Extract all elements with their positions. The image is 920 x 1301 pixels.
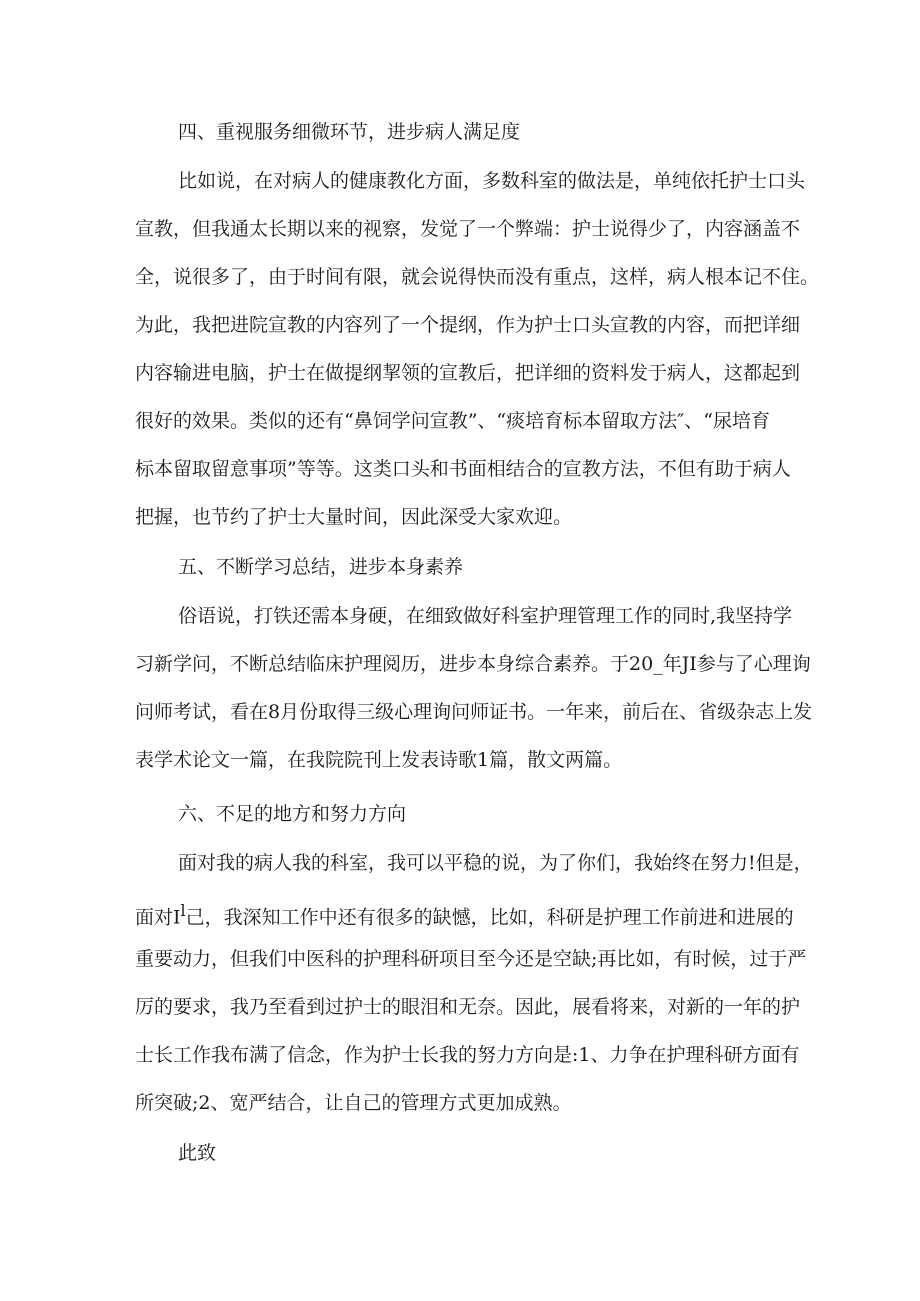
paragraph-line: 厉的要求，我乃至看到过护士的眼泪和无奈。因此，展看将来，对新的一年的护 bbox=[135, 996, 801, 1018]
paragraph-line: 为此，我把进院宣教的内容列了一个提纲，作为护士口头宣教的内容，而把详细 bbox=[135, 314, 801, 336]
paragraph-line: 全，说很多了，由于时间有限，就会说得快而没有重点，这样，病人根本记不住。 bbox=[135, 266, 820, 288]
paragraph-line: 面对我的病人我的科室，我可以平稳的说，为了你们，我始终在努力!但是， bbox=[178, 852, 813, 874]
paragraph-line: 俗语说，打铁还需本身硬，在细致做好科室护理管理工作的同时,我坚持学 bbox=[178, 605, 793, 627]
closing-salutation: 此致 bbox=[178, 1142, 217, 1164]
paragraph-line: 表学术论文一篇，在我院院刊上发表诗歌1篇，散文两篇。 bbox=[135, 749, 623, 771]
paragraph-line: 宣教，但我通太长期以来的视察，发觉了一个弊端：护士说得少了，内容涵盖不 bbox=[135, 218, 801, 240]
paragraph-line: 重要动力，但我们中医科的护理科研项目至今还是空缺;再比如，有时候，过于严 bbox=[135, 948, 807, 970]
paragraph-line: 内容输进电脑，护士在做提纲挈领的宣教后，把详细的资料发于病人，这都起到 bbox=[135, 362, 801, 384]
paragraph-line: 把握，也节约了护士大量时间，因此深受大家欢迎。 bbox=[135, 506, 573, 528]
paragraph-line: 所突破;2、宽严结合，让自己的管理方式更加成熟。 bbox=[135, 1092, 572, 1114]
paragraph-line: 问师考试，看在8月份取得三级心理询问师证书。一年来，前后在、省级杂志上发 bbox=[135, 701, 813, 723]
section-heading-5: 五、不断学习总结，进步本身素养 bbox=[178, 556, 464, 578]
paragraph-line: 标本留取留意事项”等等。这类口头和书面相结合的宣教方法，不但有助于病人 bbox=[135, 458, 791, 480]
section-heading-4: 四、重视服务细微环节，进步病人满足度 bbox=[178, 121, 521, 143]
paragraph-line: 比如说，在对病人的健康教化方面，多数科室的做法是，单纯依托护士口头 bbox=[178, 170, 806, 192]
paragraph-line: 很好的效果。类似的还有“鼻饲学问宣教”、“痰培育标本留取方法″、“尿培育 bbox=[135, 410, 770, 432]
paragraph-line: 士长工作我布满了信念，作为护士长我的努力方向是:1、力争在护理科研方面有 bbox=[135, 1044, 800, 1066]
section-heading-6: 六、不足的地方和努力方向 bbox=[178, 803, 407, 825]
paragraph-line: 面对$I^l$己，我深知工作中还有很多的缺憾，比如，科研是护理工作前进和进展的 bbox=[135, 901, 794, 929]
paragraph-line: 习新学问，不断总结临床护理阅历，进步本身综合素养。于20_年JI参与了心理询 bbox=[135, 653, 811, 675]
